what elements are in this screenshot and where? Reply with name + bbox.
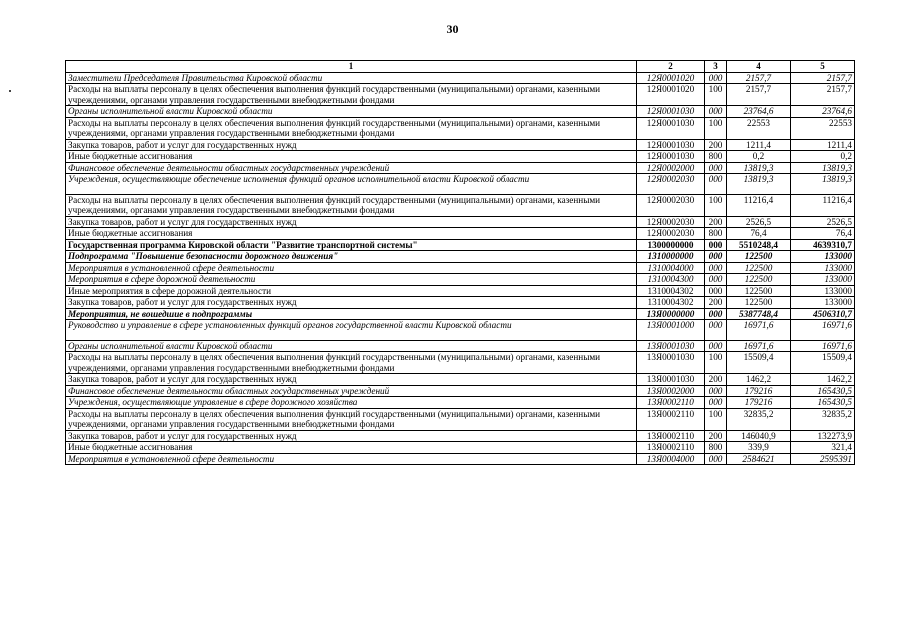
row-name-cell: Мероприятия, не вошедшие в подпрограммы xyxy=(66,308,637,320)
row-value2-cell: 13819,3 xyxy=(791,162,855,174)
table-row xyxy=(66,174,855,195)
row-code-cell: 12Я0002030 xyxy=(637,216,705,228)
row-value2-cell: 2526,5 xyxy=(791,216,855,228)
table-row xyxy=(66,162,855,174)
row-value2-cell: 4506310,7 xyxy=(791,308,855,320)
row-kind-cell: 000 xyxy=(705,72,727,84)
row-kind-cell: 200 xyxy=(705,216,727,228)
row-kind-cell: 000 xyxy=(705,285,727,297)
row-kind-cell: 000 xyxy=(705,385,727,397)
row-value1-cell: 22553 xyxy=(727,117,791,139)
row-code-cell: 12Я0001020 xyxy=(637,72,705,84)
row-kind-cell: 000 xyxy=(705,274,727,286)
page-number: 30 xyxy=(446,22,459,36)
row-code-cell: 13Я0002000 xyxy=(637,385,705,397)
row-code-cell: 13Я0002110 xyxy=(637,397,705,409)
row-value1-cell: 5510248,4 xyxy=(727,239,791,251)
row-code-cell: 13Я0004000 xyxy=(637,453,705,465)
row-value2-cell: 2157,7 xyxy=(791,72,855,84)
row-name-cell: Расходы на выплаты персоналу в целях обеспечения выполнения функций государственными (муниципальными) органами, казенными учреждениями, органами управления государственными внебюджетными фондами xyxy=(66,194,637,216)
row-kind-cell: 100 xyxy=(705,352,727,374)
row-kind-cell: 000 xyxy=(705,308,727,320)
row-value1-cell: 16971,6 xyxy=(727,320,791,341)
row-kind-cell: 000 xyxy=(705,320,727,341)
row-kind-cell: 200 xyxy=(705,297,727,309)
table-row xyxy=(66,106,855,118)
row-value1-cell: 122500 xyxy=(727,251,791,263)
table-row xyxy=(66,340,855,352)
row-value2-cell: 32835,2 xyxy=(791,408,855,430)
table-header-row xyxy=(66,61,855,73)
row-name-cell: Заместители Председателя Правительства Кировской области xyxy=(66,72,637,84)
row-value1-cell: 2157,7 xyxy=(727,84,791,106)
row-name-cell: Органы исполнительной власти Кировской области xyxy=(66,340,637,352)
row-name-cell: Иные бюджетные ассигнования xyxy=(66,442,637,454)
table-row xyxy=(66,430,855,442)
row-code-cell: 13Я0002110 xyxy=(637,442,705,454)
row-name-cell: Закупка товаров, работ и услуг для государственных нужд xyxy=(66,139,637,151)
table-row xyxy=(66,228,855,240)
row-name-cell: Иные бюджетные ассигнования xyxy=(66,151,637,163)
row-value2-cell: 133000 xyxy=(791,285,855,297)
table-row xyxy=(66,117,855,139)
row-value2-cell: 1462,2 xyxy=(791,374,855,386)
row-value1-cell: 13819,3 xyxy=(727,174,791,195)
row-code-cell: 12Я0001030 xyxy=(637,106,705,118)
row-value2-cell: 22553 xyxy=(791,117,855,139)
row-name-cell: Руководство и управление в сфере установленных функций органов государственной власти Кировской области xyxy=(66,320,637,341)
row-name-cell: Закупка товаров, работ и услуг для государственных нужд xyxy=(66,374,637,386)
row-name-cell: Иные бюджетные ассигнования xyxy=(66,228,637,240)
row-code-cell: 13Я0001030 xyxy=(637,352,705,374)
table-row xyxy=(66,151,855,163)
row-value1-cell: 16971,6 xyxy=(727,340,791,352)
row-kind-cell: 000 xyxy=(705,162,727,174)
row-value1-cell: 32835,2 xyxy=(727,408,791,430)
row-value2-cell: 2595391 xyxy=(791,453,855,465)
row-name-cell: Учреждения, осуществляющие обеспечение исполнения функций органов исполнительной власти Кировской области xyxy=(66,174,637,195)
row-code-cell: 13Я0001030 xyxy=(637,374,705,386)
table-row xyxy=(66,385,855,397)
row-value1-cell: 122500 xyxy=(727,274,791,286)
row-value2-cell: 132273,9 xyxy=(791,430,855,442)
row-name-cell: Органы исполнительной власти Кировской области xyxy=(66,106,637,118)
table-row xyxy=(66,297,855,309)
row-value1-cell: 11216,4 xyxy=(727,194,791,216)
row-value2-cell: 16971,6 xyxy=(791,320,855,341)
row-name-cell: Расходы на выплаты персоналу в целях обеспечения выполнения функций государственными (муниципальными) органами, казенными учреждениями, органами управления государственными внебюджетными фондами xyxy=(66,352,637,374)
row-value2-cell: 23764,6 xyxy=(791,106,855,118)
row-value2-cell: 1211,4 xyxy=(791,139,855,151)
row-value1-cell: 2157,7 xyxy=(727,72,791,84)
row-code-cell: 12Я0001030 xyxy=(637,117,705,139)
table-row xyxy=(66,194,855,216)
row-name-cell: Мероприятия в сфере дорожной деятельности xyxy=(66,274,637,286)
row-code-cell: 12Я0002030 xyxy=(637,228,705,240)
row-value1-cell: 13819,3 xyxy=(727,162,791,174)
row-value1-cell: 339,9 xyxy=(727,442,791,454)
row-value2-cell: 133000 xyxy=(791,251,855,263)
row-name-cell: Учреждения, осуществляющие управление в сфере дорожного хозяйства xyxy=(66,397,637,409)
row-value2-cell: 133000 xyxy=(791,297,855,309)
row-value1-cell: 1211,4 xyxy=(727,139,791,151)
row-value1-cell: 2526,5 xyxy=(727,216,791,228)
scan-dot xyxy=(9,90,11,92)
row-value1-cell: 146040,9 xyxy=(727,430,791,442)
row-value2-cell: 13819,3 xyxy=(791,174,855,195)
row-kind-cell: 000 xyxy=(705,174,727,195)
row-code-cell: 13Я0002110 xyxy=(637,430,705,442)
row-code-cell: 1310000000 xyxy=(637,251,705,263)
row-code-cell: 12Я0001030 xyxy=(637,151,705,163)
row-kind-cell: 000 xyxy=(705,251,727,263)
row-name-cell: Закупка товаров, работ и услуг для государственных нужд xyxy=(66,297,637,309)
table-row xyxy=(66,262,855,274)
row-value2-cell: 15509,4 xyxy=(791,352,855,374)
row-value1-cell: 179216 xyxy=(727,385,791,397)
table-row xyxy=(66,352,855,374)
row-code-cell: 13Я0001030 xyxy=(637,340,705,352)
row-value2-cell: 11216,4 xyxy=(791,194,855,216)
row-value2-cell: 133000 xyxy=(791,274,855,286)
row-code-cell: 13Я0000000 xyxy=(637,308,705,320)
row-code-cell: 12Я0002030 xyxy=(637,174,705,195)
table-row xyxy=(66,374,855,386)
table-row xyxy=(66,320,855,341)
row-value1-cell: 76,4 xyxy=(727,228,791,240)
header-cell-year1: 4 xyxy=(727,61,791,73)
row-name-cell: Иные мероприятия в сфере дорожной деятельности xyxy=(66,285,637,297)
row-value2-cell: 16971,6 xyxy=(791,340,855,352)
row-value2-cell: 4639310,7 xyxy=(791,239,855,251)
row-value2-cell: 76,4 xyxy=(791,228,855,240)
row-code-cell: 12Я0002030 xyxy=(637,194,705,216)
row-kind-cell: 200 xyxy=(705,139,727,151)
row-kind-cell: 000 xyxy=(705,239,727,251)
row-value1-cell: 15509,4 xyxy=(727,352,791,374)
row-name-cell: Государственная программа Кировской области "Развитие транспортной системы" xyxy=(66,239,637,251)
row-code-cell: 12Я0001020 xyxy=(637,84,705,106)
row-code-cell: 1310004300 xyxy=(637,274,705,286)
row-kind-cell: 100 xyxy=(705,117,727,139)
row-kind-cell: 000 xyxy=(705,262,727,274)
row-name-cell: Подпрограмма "Повышение безопасности дорожного движения" xyxy=(66,251,637,263)
header-cell-year2: 5 xyxy=(791,61,855,73)
row-value2-cell: 0,2 xyxy=(791,151,855,163)
row-value1-cell: 122500 xyxy=(727,262,791,274)
table-row xyxy=(66,84,855,106)
table-row xyxy=(66,285,855,297)
row-value2-cell: 165430,5 xyxy=(791,397,855,409)
row-value1-cell: 179216 xyxy=(727,397,791,409)
row-code-cell: 12Я0001030 xyxy=(637,139,705,151)
row-code-cell: 12Я0002000 xyxy=(637,162,705,174)
row-value2-cell: 165430,5 xyxy=(791,385,855,397)
row-value2-cell: 133000 xyxy=(791,262,855,274)
row-name-cell: Расходы на выплаты персоналу в целях обеспечения выполнения функций государственными (муниципальными) органами, казенными учреждениями, органами управления государственными внебюджетными фондами xyxy=(66,84,637,106)
row-kind-cell: 000 xyxy=(705,106,727,118)
budget-table xyxy=(65,60,855,465)
row-name-cell: Мероприятия в установленной сфере деятельности xyxy=(66,453,637,465)
row-kind-cell: 000 xyxy=(705,340,727,352)
table-row xyxy=(66,397,855,409)
row-name-cell: Финансовое обеспечение деятельности областных государственных учреждений xyxy=(66,162,637,174)
row-value1-cell: 2584621 xyxy=(727,453,791,465)
row-value1-cell: 23764,6 xyxy=(727,106,791,118)
row-code-cell: 13Я0002110 xyxy=(637,408,705,430)
row-kind-cell: 000 xyxy=(705,397,727,409)
row-value1-cell: 1462,2 xyxy=(727,374,791,386)
header-cell-kind: 3 xyxy=(705,61,727,73)
row-kind-cell: 800 xyxy=(705,442,727,454)
row-kind-cell: 100 xyxy=(705,194,727,216)
table-row xyxy=(66,139,855,151)
row-value1-cell: 122500 xyxy=(727,297,791,309)
table-row xyxy=(66,308,855,320)
row-name-cell: Мероприятия в установленной сфере деятельности xyxy=(66,262,637,274)
row-kind-cell: 800 xyxy=(705,151,727,163)
row-kind-cell: 000 xyxy=(705,453,727,465)
row-value2-cell: 321,4 xyxy=(791,442,855,454)
row-name-cell: Закупка товаров, работ и услуг для государственных нужд xyxy=(66,216,637,228)
table-row xyxy=(66,251,855,263)
row-name-cell: Расходы на выплаты персоналу в целях обеспечения выполнения функций государственными (муниципальными) органами, казенными учреждениями, органами управления государственными внебюджетными фондами xyxy=(66,117,637,139)
header-cell-name: 1 xyxy=(66,61,637,73)
row-kind-cell: 800 xyxy=(705,228,727,240)
row-value2-cell: 2157,7 xyxy=(791,84,855,106)
row-kind-cell: 100 xyxy=(705,84,727,106)
table-row xyxy=(66,408,855,430)
table-row xyxy=(66,442,855,454)
row-kind-cell: 200 xyxy=(705,374,727,386)
row-code-cell: 1310004000 xyxy=(637,262,705,274)
table-row xyxy=(66,216,855,228)
row-value1-cell: 5387748,4 xyxy=(727,308,791,320)
table-row xyxy=(66,453,855,465)
row-kind-cell: 100 xyxy=(705,408,727,430)
header-cell-code: 2 xyxy=(637,61,705,73)
row-name-cell: Закупка товаров, работ и услуг для государственных нужд xyxy=(66,430,637,442)
table-row xyxy=(66,239,855,251)
row-value1-cell: 0,2 xyxy=(727,151,791,163)
table-row xyxy=(66,72,855,84)
row-code-cell: 1310004302 xyxy=(637,285,705,297)
row-code-cell: 1300000000 xyxy=(637,239,705,251)
row-code-cell: 1310004302 xyxy=(637,297,705,309)
table-row xyxy=(66,274,855,286)
row-code-cell: 13Я0001000 xyxy=(637,320,705,341)
row-kind-cell: 200 xyxy=(705,430,727,442)
row-value1-cell: 122500 xyxy=(727,285,791,297)
row-name-cell: Расходы на выплаты персоналу в целях обеспечения выполнения функций государственными (муниципальными) органами, казенными учреждениями, органами управления государственными внебюджетными фондами xyxy=(66,408,637,430)
row-name-cell: Финансовое обеспечение деятельности областных государственных учреждений xyxy=(66,385,637,397)
